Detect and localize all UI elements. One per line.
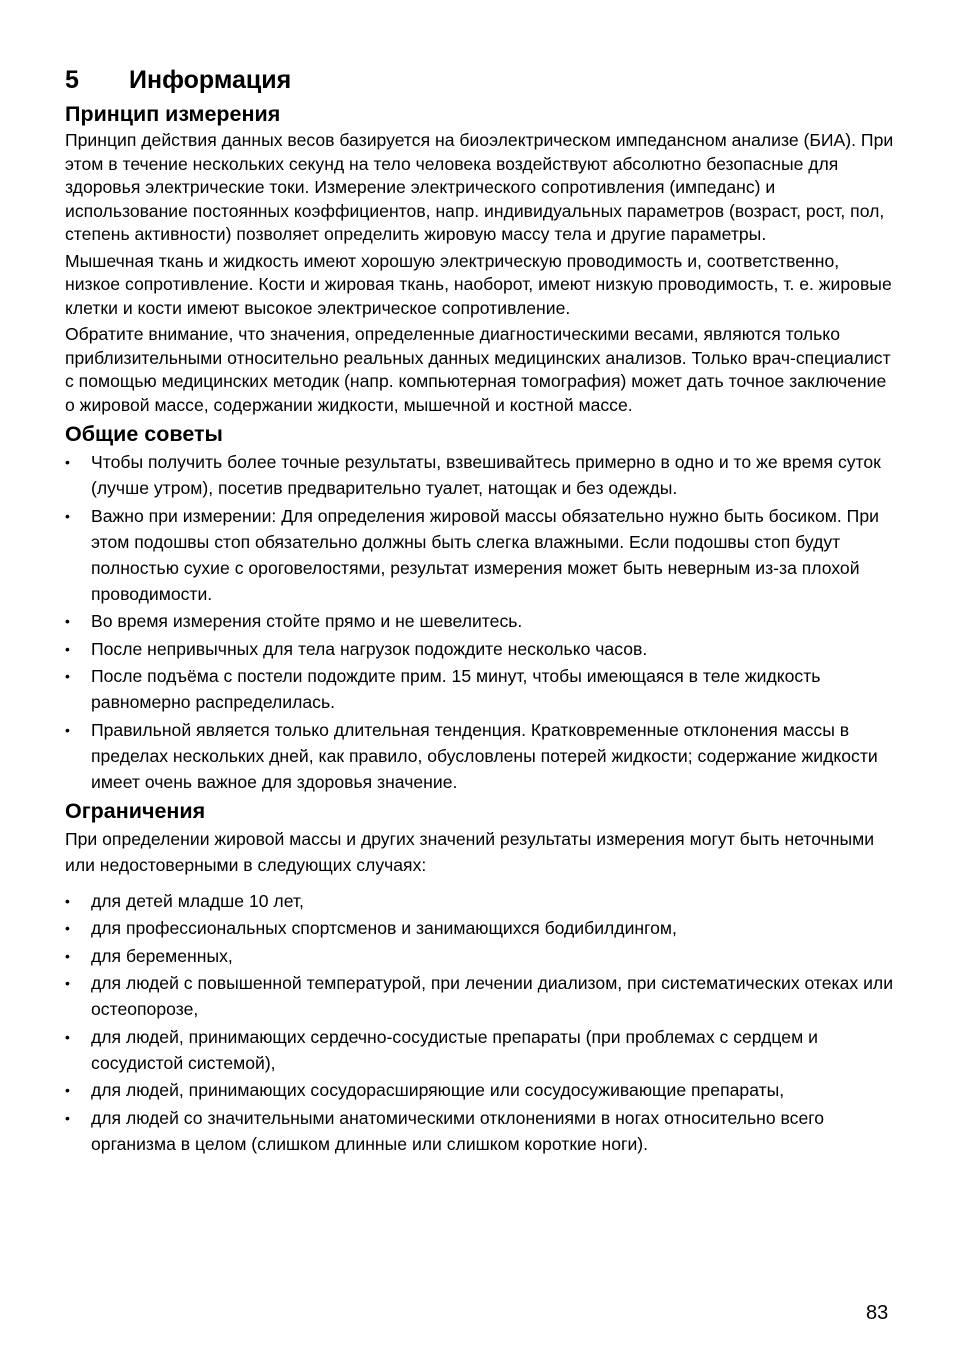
paragraph: Обратите внимание, что значения, определенные диагностическими весами, являются только приблизительными относительно реальных данных медицинских анализов. Только врач-специалист с помощью медицинских методик (напр. компьютерная томография) может дать точное заключение о жировой массе, содержании жидкости, мышечной и костной массе. — [65, 324, 891, 415]
list-item-text: После непривычных для тела нагрузок подождите несколько часов. — [91, 638, 648, 659]
bullet-list — [65, 449, 895, 795]
bullet-marker: • — [65, 1028, 70, 1045]
bullet-marker: • — [65, 920, 70, 936]
page-number: 83 — [866, 1302, 889, 1324]
bullet-marker: • — [65, 1109, 70, 1126]
list-item — [65, 1105, 895, 1157]
chapter-title — [65, 62, 895, 98]
paragraph: Принцип действия данных весов базируется на биоэлектрическом импедансном анализе (БИА). При этом в течение нескольких секунд на тело человека воздействуют абсолютно безопасные для здоровья электрические токи. Измерение электрического сопротивления (импеданс) и использование постоянных коэффициентов, напр. индивидуальных параметров (возраст, рост, пол, степень активности) позволяет определить жировую массу тела и другие параметры. — [65, 130, 894, 244]
bullet-marker: • — [65, 454, 70, 470]
list-item-text: для беременных, — [91, 945, 233, 966]
bullet-marker: • — [65, 721, 70, 738]
section-limitations — [65, 797, 895, 1157]
list-item-text: Во время измерения стойте прямо и не шевелитесь. — [91, 611, 523, 631]
paragraph: Мышечная ткань и жидкость имеют хорошую электрическую проводимость и, соответственно, низкое сопротивление. Кости и жировая ткань, наоборот, имеют низкую проводимость, т. е. жировые клетки и кости имеют высокое электрическое сопротивление. — [65, 250, 892, 318]
bullet-marker: • — [65, 507, 70, 524]
paragraph: При определении жировой массы и других значений результаты измерения могут быть неточными или недостоверными в следующих случаях: — [65, 828, 875, 875]
section-general-tips — [65, 420, 895, 795]
bullet-marker: • — [65, 1082, 70, 1098]
list-item — [65, 970, 895, 1022]
bullet-marker: • — [65, 947, 70, 964]
list-item-text: Правильной является только длительная тенденция. Кратковременные отклонения массы в пределах нескольких дней, как правило, обусловлены потерей жидкости; содержание жидкости имеет очень важное для здоровья значение. — [91, 719, 878, 792]
list-item-text: для людей, принимающих сердечно-сосудистые препараты (при проблемах с сердцем и сосудистой системой), — [91, 1026, 818, 1073]
bullet-marker: • — [65, 640, 70, 657]
chapter-number: 5 — [65, 66, 79, 94]
list-item-text: После подъёма с постели подождите прим. 15 минут, чтобы имеющаяся в теле жидкость равномерно распределилась. — [91, 666, 821, 712]
list-item — [65, 1077, 895, 1103]
bullet-marker: • — [65, 975, 70, 991]
list-item — [65, 503, 895, 607]
list-item-text: для людей, принимающих сосудорасширяющие или сосудосуживающие препараты, — [91, 1080, 785, 1100]
document-page — [65, 62, 895, 1158]
section-heading: Общие советы — [65, 422, 223, 446]
list-item-text: для людей со значительными анатомическими отклонениями в ногах относительно всего организма в целом (слишком длинные или слишком короткие ноги). — [91, 1107, 825, 1154]
bullet-marker: • — [65, 892, 70, 909]
section-heading: Ограничения — [65, 798, 206, 823]
list-item — [65, 636, 895, 662]
list-item-text: для профессиональных спортсменов и занимающихся бодибилдингом, — [91, 918, 677, 938]
bullet-marker: • — [65, 668, 70, 684]
bullet-marker: • — [65, 613, 70, 629]
list-item — [65, 608, 895, 634]
list-item — [65, 717, 895, 795]
list-item — [65, 1024, 895, 1076]
list-item — [65, 449, 895, 501]
chapter-heading: Информация — [129, 66, 292, 94]
list-item-text: Чтобы получить более точные результаты, взвешивайтесь примерно в одно и то же время суток (лучше утром), посетив предварительно туалет, натощак и без одежды. — [91, 452, 881, 498]
list-item — [65, 663, 895, 715]
list-item-text: Важно при измерении: Для определения жировой массы обязательно нужно быть босиком. При этом подошвы стоп обязательно должны быть слегка влажными. Если подошвы стоп будут полностью сухие с ороговелостями, результат измерения может быть неверным из-за плохой проводимости. — [91, 505, 879, 604]
section-heading: Принцип измерения — [65, 102, 281, 126]
list-item — [65, 943, 895, 969]
list-item-text: для детей младше 10 лет, — [91, 890, 304, 911]
list-item-text: для людей с повышенной температурой, при лечении диализом, при систематических отеках или остеопорозе, — [91, 973, 894, 1019]
list-item — [65, 915, 895, 941]
section-measurement-principle — [65, 100, 895, 417]
list-item — [65, 888, 895, 914]
bullet-list — [65, 888, 895, 1157]
